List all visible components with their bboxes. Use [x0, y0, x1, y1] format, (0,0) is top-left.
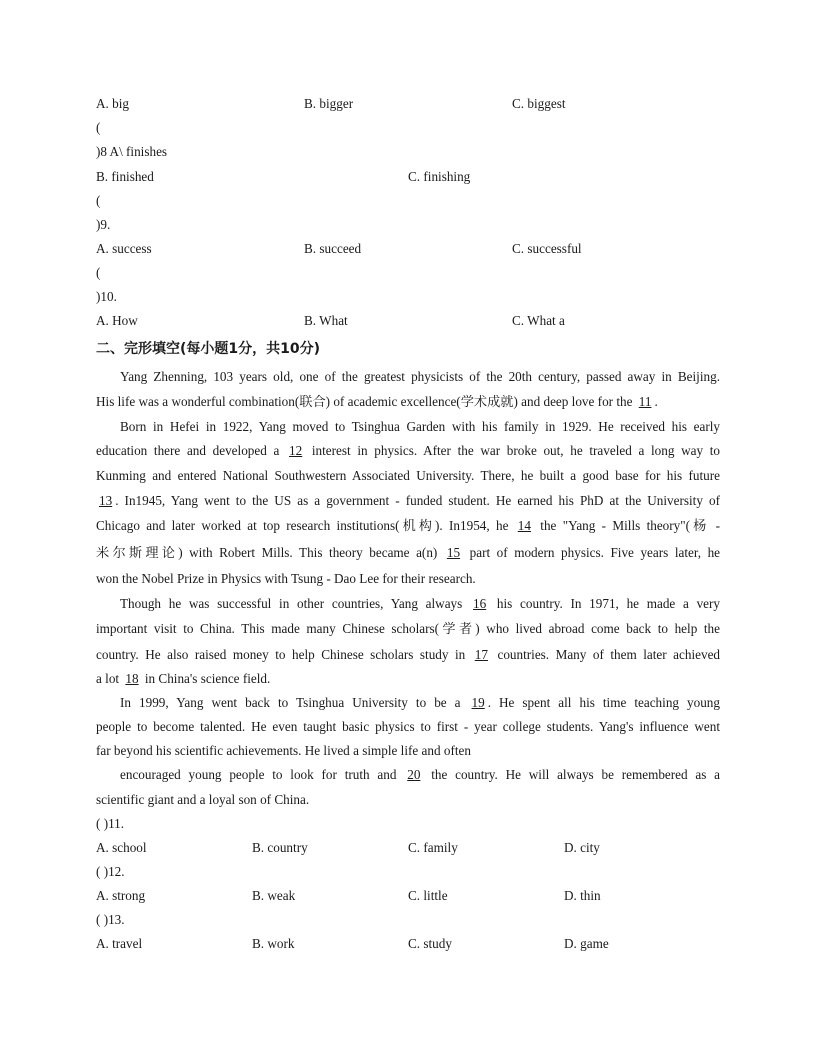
q11-option-b: B. country	[252, 840, 308, 855]
q12-option-d: D. thin	[564, 888, 601, 903]
passage-line: scientific giant and a loyal son of China.	[96, 792, 310, 807]
passage-line: Born in Hefei in 1922, Yang moved to Tsinghua Garden with his family in 1929. He received his early	[120, 419, 720, 434]
passage-line: Yang Zhenning, 103 years old, one of the greatest physicists of the 20th century, passed away in Beijing.	[120, 369, 720, 384]
blank-13: 13	[99, 493, 113, 508]
q8-paren: (	[96, 120, 101, 135]
q12-option-b: B. weak	[252, 888, 296, 903]
q13-option-b: B. work	[252, 936, 295, 951]
blank-18: 18	[125, 671, 139, 686]
q13-options	[96, 936, 720, 952]
blank-11: 11	[638, 394, 652, 409]
passage-line: 米尔斯理论) with Robert Mills. This theory became a(n) 15 part of modern physics. Five years later, he	[96, 545, 721, 560]
passage-line: won the Nobel Prize in Physics with Tsung - Dao Lee for their research.	[96, 571, 476, 586]
passage-line: education there and developed a 12 interest in physics. After the war broke out, he traveled a long way to	[96, 443, 721, 458]
passage-line: 13. In1945, Yang went to the US as a government - funded student. He earned his PhD at the University of	[96, 493, 720, 509]
q7-option-a: A. big	[96, 96, 129, 111]
q13-option-c: C. study	[408, 936, 452, 951]
q10-number: )10.	[96, 289, 117, 304]
passage-line: far beyond his scientific achievements. He lived a simple life and often	[96, 743, 471, 758]
q8-option-c: C. finishing	[408, 169, 471, 184]
q9-option-b: B. succeed	[304, 241, 362, 256]
blank-19: 19	[471, 695, 485, 710]
q8-number: )8 A\ finishes	[96, 144, 168, 159]
q11-option-d: D. city	[564, 840, 600, 855]
blank-14: 14	[517, 518, 531, 533]
q9-number: )9.	[96, 217, 111, 232]
passage-line: important visit to China. This made many Chinese scholars(学者) who lived abroad come back to help the	[96, 621, 720, 636]
blank-15: 15	[446, 545, 461, 560]
q13-option-d: D. game	[564, 936, 609, 951]
q12-number: ( )12.	[96, 864, 125, 879]
q7-options	[96, 96, 720, 112]
passage-line: In 1999, Yang went back to Tsinghua University to be a 19. He spent all his time teaching young	[120, 695, 720, 710]
q9-options	[96, 241, 720, 257]
blank-17: 17	[474, 647, 488, 662]
q13-number: ( )13.	[96, 912, 125, 927]
passage-line: a lot 18 in China's science field.	[96, 671, 271, 686]
q11-option-a: A. school	[96, 840, 147, 855]
q9-option-c: C. successful	[512, 241, 582, 256]
blank-16: 16	[473, 596, 487, 611]
q12-options	[96, 888, 720, 904]
passage-line: people to become talented. He even taught basic physics to first - year college students. Yang's influence went	[96, 719, 720, 734]
q9-option-a: A. success	[96, 241, 152, 256]
blank-12: 12	[289, 443, 303, 458]
q13-option-a: A. travel	[96, 936, 143, 951]
q10-option-b: B. What	[304, 313, 348, 328]
section-heading: 二、完形填空(每小题1分，共10分)	[96, 341, 321, 357]
q12-option-a: A. strong	[96, 888, 146, 903]
q11-options	[96, 840, 720, 856]
passage-line: encouraged young people to look for truth and 20 the country. He will always be remembered as a	[120, 767, 721, 782]
blank-20: 20	[407, 767, 421, 782]
passage-line: Kunming and entered National Southwestern Associated University. There, he built a good base for his future	[96, 468, 720, 483]
passage-line: Chicago and later worked at top research institutions(机构). In1954, he 14 the "Yang - Mills theory"(杨 -	[96, 518, 721, 533]
q10-option-a: A. How	[96, 313, 138, 328]
passage-line: Though he was successful in other countries, Yang always 16 his country. In 1971, he made a very	[120, 596, 721, 611]
passage-line: country. He also raised money to help Chinese scholars study in 17 countries. Many of them later achieved	[96, 647, 721, 662]
q11-option-c: C. family	[408, 840, 458, 855]
q9-paren: (	[96, 193, 101, 208]
q10-option-c: C. What a	[512, 313, 565, 328]
q8-option-b: B. finished	[96, 169, 154, 184]
q12-option-c: C. little	[408, 888, 448, 903]
q10-paren: (	[96, 265, 101, 280]
q10-options	[96, 313, 720, 329]
q8-options	[96, 169, 720, 185]
passage-line: His life was a wonderful combination(联合) of academic excellence(学术成就) and deep love for the 11.	[96, 394, 658, 409]
q11-number: ( )11.	[96, 816, 125, 831]
q7-option-c: C. biggest	[512, 96, 566, 111]
q7-option-b: B. bigger	[304, 96, 354, 111]
